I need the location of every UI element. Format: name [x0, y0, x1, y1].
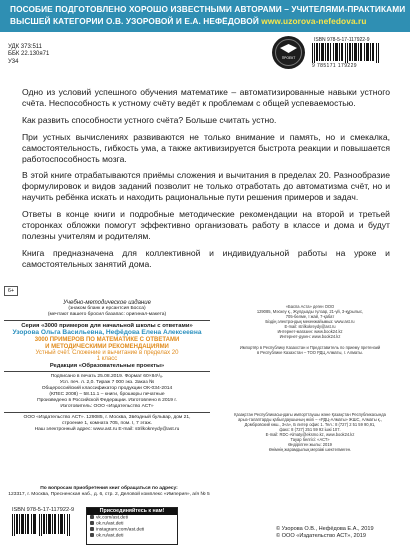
barcode-bottom-icon	[12, 514, 70, 536]
kz-line: Өнімнің жарамдылық мерзімі шектелмеген.	[268, 447, 352, 452]
ok-icon	[90, 533, 94, 537]
classifier-2: (КПЕС 2008) – 58.11.1 – книги, брошюры печатные	[49, 391, 165, 397]
publisher-address: ООО «Издательство АСТ». 129085, г. Москва, Звёздный бульвар, дом 21,	[23, 415, 191, 421]
kz-line: E-mail: RDC-Almaty@eksmo.kz, www.book24.kz	[265, 432, 355, 437]
paragraph: Одно из условий успешного обучения математике – автоматизированные навыки устного счёта. Неспособность к устному счёту ведёт к проблемам с общей успеваемостью.	[22, 87, 390, 108]
description-text	[22, 87, 390, 276]
copyright-publisher: © ООО «Издательство АСТ», 2019	[276, 533, 366, 539]
orders-address: 123317, г. Москва, Пресненская наб., д. 6, стр. 2, Деловой комплекс «Империя», а/я № 5	[8, 492, 210, 498]
ok-icon	[90, 521, 94, 525]
vk-icon	[90, 515, 94, 519]
kz-line: Өндірілген жылы: 2019	[288, 442, 332, 447]
banner-line-2	[10, 15, 400, 27]
bbk-code: ББК 22.130я71	[8, 51, 50, 58]
banner-url-link[interactable]: www.uzorova-nefedova.ru	[261, 16, 367, 26]
classification-codes	[8, 44, 49, 66]
maker: Изготовитель: ООО «Издательство АСТ»	[60, 404, 154, 410]
paragraph: Ответы в конце книги и подробные методические рекомендации на второй и третьей сторонках обложки помогут эффективно организовать работу в классе и дома и будут полезны учителям и родителям.	[22, 209, 390, 241]
paragraph: При устных вычислениях развиваются не только внимание и память, но и смекалка, самостоятельность, гибкость ума, а также активизируется быстрота реакции и повышается работоспособность мозга.	[22, 131, 390, 164]
book-title-line-2: И МЕТОДИЧЕСКИМИ РЕКОМЕНДАЦИЯМИ	[45, 343, 169, 350]
kz-line: в Республике Казахстан – ТОО РДЦ Алматы, г. Алматы.	[256, 350, 364, 355]
banner-prefix: ВЫСШЕЙ КАТЕГОРИИ О.В. УЗОРОВОЙ И Е.А. НЕФЁДОВОЙ	[10, 16, 262, 26]
kazakh-imprint-block	[214, 304, 406, 355]
kz-line: Біздің электрондық мекенжайымыз: www.ast.ru	[265, 319, 355, 324]
banner-line-1: ПОСОБИЕ ПОДГОТОВЛЕНО ХОРОШО ИЗВЕСТНЫМИ АВТОРАМИ – УЧИТЕЛЯМИ-ПРАКТИКАМИ	[10, 4, 406, 14]
top-banner	[0, 0, 410, 32]
divider	[4, 412, 210, 413]
social-link-vk[interactable]: vk.com/ast.deti	[87, 515, 177, 521]
divider	[4, 320, 210, 321]
paragraph: Как развить способности устного счёта? Больше считать устно.	[22, 114, 277, 125]
kz-line: Импортёр в Республику Казахстан и Представитель по приему претензий	[239, 345, 381, 350]
publisher-address-2: строение 1, комната 705, пом. I, 7 этаж.	[61, 421, 153, 427]
social-links-box	[86, 507, 178, 545]
divider	[4, 371, 210, 372]
barcode-top-icon	[312, 43, 382, 63]
book-title-line-1: 3000 ПРИМЕРОВ ПО МАТЕМАТИКЕ С ОТВЕТАМИ	[34, 336, 180, 343]
social-link-ok-2[interactable]: ok.ru/ast.deti	[87, 533, 177, 539]
kz-line: арыз-талаптарды қабылдаушының өкілі – «РДЦ-Алматы» ЖШС, Алматы қ.,	[238, 417, 382, 422]
publisher-contacts: Наш электронный адрес: www.ast.ru E-mail: strilkokreydy@ast.ru	[34, 427, 180, 433]
print-info: Подписано в печать 25.08.2019. Формат 60×84¹/₈.	[50, 373, 164, 379]
series-name: Серия «3000 примеров для начальной школы с ответами»	[21, 323, 193, 330]
udk-code: УДК 373:511	[8, 44, 43, 50]
copyright	[276, 526, 374, 540]
age-rating-badge: 6+	[4, 286, 18, 296]
kz-line: Интернет-дүкен: www.book24.kz	[279, 334, 341, 339]
kz-line: Домбровский көш., 3«а», Б литер офис 1. Тел.: 8 (727) 2 51 59 90,91,	[244, 422, 376, 427]
orders-info	[4, 486, 214, 498]
kz-line: «Баспа Аста» деген ООО	[285, 304, 335, 309]
kz-line: E-mail: strilkokreydy@ast.ru	[284, 324, 336, 329]
isbn-top: ISBN 978-5-17-117922-9	[314, 37, 370, 43]
kz-line: 705-бөлме, I жай, 7-қабат	[285, 314, 335, 319]
copyright-authors: © Узорова О.В., Нефёдова Е.А., 2019	[276, 526, 374, 532]
authors: Узорова Ольга Васильевна, Нефёдова Елена Алексеевна	[12, 329, 202, 337]
kazakh-importer-block	[214, 412, 406, 452]
book-grade: 1 класс	[96, 356, 118, 363]
redaction-name: Редакция «Образовательные проекты»	[49, 362, 165, 369]
social-heading: Присоединяйтесь к нам!	[87, 508, 177, 515]
print-info-2: Усл. печ. л. 2,0. Тираж 7 000 экз. Заказ №	[59, 379, 155, 385]
isbn-bottom: ISBN 978-5-17-117922-9	[12, 507, 75, 513]
logo-text: ПРОЕКТ	[281, 56, 296, 60]
social-link-ok[interactable]: ok.ru/ast.deti	[87, 521, 177, 527]
edition-note-2: (мечтают вашего бросил базапас: оригинал-макета)	[47, 312, 167, 318]
classifier: Общероссийский классификатор продукции ОК-034-2014	[41, 385, 173, 391]
author-code: У34	[8, 58, 19, 65]
kz-line: факс: 8 (727) 251 59 92 ішкі 107.	[279, 427, 341, 432]
paragraph: В этой книге отрабатываются приёмы сложения и вычитания в пределах 20. Разнообразие формулировок и видов заданий позволит не только отработать до автоматизма счёт, но и научить ребёнка искать и находить рациональные пути решения примеров и задач.	[22, 170, 390, 203]
paragraph: Книга предназначена для коллективной и индивидуальной работы на уроке и самостоятельных занятий дома.	[22, 247, 390, 269]
instagram-icon	[90, 527, 94, 531]
social-link-instagram[interactable]: instagram.com/ast.deti	[87, 527, 177, 533]
imprint-block	[4, 300, 210, 434]
kz-line: Тауар белгісі: «АСТ»	[290, 437, 330, 442]
edition-type: Учебно-методическое издание	[63, 300, 151, 306]
kz-line: Интернет-магазин: www.book24.kz	[277, 329, 343, 334]
book-subtitle: Устный счёт. Сложение и вычитание в пределах 20	[35, 350, 179, 357]
kz-line: 129085, Мәскеу қ., Жұлдызды гүлзар, 21-үй, 3-құрылыс,	[256, 309, 364, 314]
kz-line: Қазақстан Республикасындағы импорттаушы және Қазақстан Республикасында	[234, 412, 386, 417]
orders-heading: По вопросам приобретения книг обращаться по адресу:	[40, 486, 178, 491]
barcode-number: 9 785171 179229	[312, 63, 357, 69]
publisher-logo-icon	[272, 36, 305, 69]
edition-note: (знаком бланк и ерсантсия Босса)	[68, 306, 146, 312]
made-in: Произведено в Российской Федерации. Изготовлено в 2019 г.	[37, 398, 177, 404]
